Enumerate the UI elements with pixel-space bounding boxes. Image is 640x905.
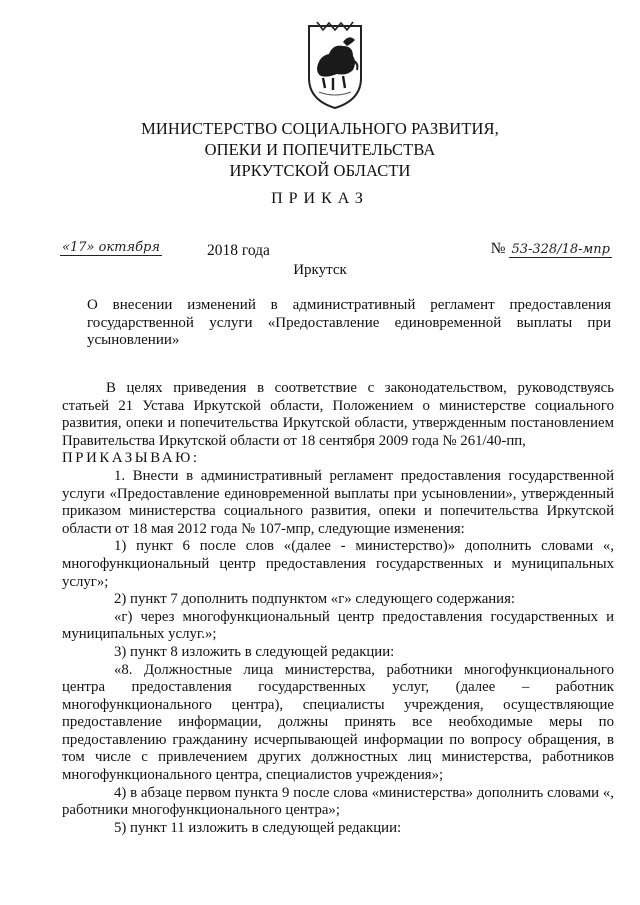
subitem-paragraph: 4) в абзаце первом пункта 9 после слова «министерства» дополнить словами «, работники многофункционального центра»; (62, 784, 614, 819)
ministry-name (120, 118, 520, 181)
quote-paragraph: «8. Должностные лица министерства, работники многофункционального центра предоставления государственных услуг, (далее – работник многофункционального центра), специалисты учреждения, осуществляющие предоставление информации, должны принять все необходимые меры по предоставлению гражданину исчерпывающей информации по вопросу обращения, в том числе с привлечением других должностных лиц министерства, работников многофункционального центра, специалистов учреждения»; (62, 661, 614, 784)
item-paragraph: 1. Внести в административный регламент предоставления государственной услуги «Предоставление единовременной выплаты при усыновлении», утвержденный приказом министерства социального развития, опеки и попечительства Иркутской области от 18 мая 2012 года № 107-мпр, следующие изменения: (62, 467, 614, 537)
subitem-paragraph: 2) пункт 7 дополнить подпунктом «г» следующего содержания: (114, 591, 516, 608)
preamble-paragraph: В целях приведения в соответствие с законодательством, руководствуясь статьей 21 Устава Иркутской области, Положением о министерстве социального развития, опеки и попечительства Иркутской области, утвержденным постановлением Правительства Иркутской области от 18 сентября 2009 года № 261/40-пп, (62, 380, 614, 449)
ministry-line: ИРКУТСКОЙ ОБЛАСТИ (229, 161, 411, 180)
handwritten-number: 53-328/18-мпр (511, 242, 610, 257)
subitem-paragraph: 1) пункт 6 после слов «(далее - министерство)» дополнить словами «, многофункциональный центр предоставления государственных и муниципальных услуг»; (62, 538, 614, 590)
document-type-title: ПРИКАЗ (271, 190, 369, 207)
order-body (62, 380, 614, 837)
number-label: № (490, 240, 506, 257)
ministry-line: ОПЕКИ И ПОПЕЧИТЕЛЬСТВА (204, 140, 436, 159)
command-word: ПРИКАЗЫВАЮ: (62, 450, 200, 467)
date-year: 2018 года (207, 242, 270, 259)
date-number-line (60, 240, 620, 264)
subitem-paragraph: 5) пункт 11 изложить в следующей редакции: (114, 819, 402, 836)
subitem-paragraph: 3) пункт 8 изложить в следующей редакции: (114, 643, 395, 660)
order-subject: О внесении изменений в административный регламент предоставления государственной услуги «Предоставление единовременной выплаты при усыновлении» (87, 297, 611, 348)
handwritten-date: «17» октября (62, 240, 160, 255)
order-number (491, 240, 612, 258)
city: Иркутск (293, 262, 347, 278)
coat-of-arms-emblem (303, 20, 367, 110)
ministry-line: МИНИСТЕРСТВО СОЦИАЛЬНОГО РАЗВИТИЯ, (141, 119, 499, 138)
quote-paragraph: «г) через многофункциональный центр предоставления государственных и муниципальных услуг.»; (62, 608, 614, 643)
